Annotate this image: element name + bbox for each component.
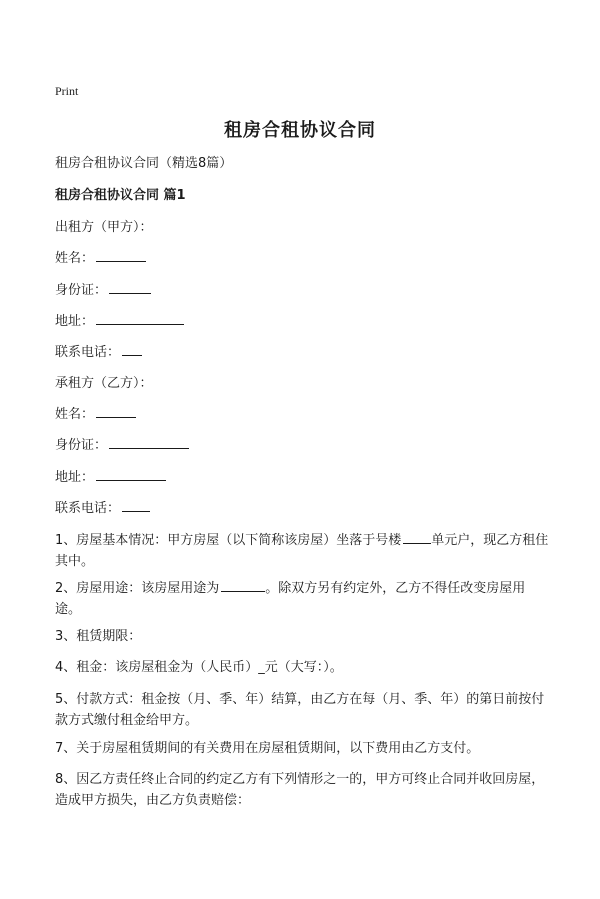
clause-1-text-b: 单元户，现乙方租住其中。: [55, 533, 549, 569]
lessee-address-label: 地址：: [55, 470, 95, 485]
lessor-heading: 出租方（甲方）：: [55, 220, 153, 235]
clause-1-blank: [403, 530, 431, 544]
lessor-name-blank: [96, 248, 146, 262]
lessee-name-field: [55, 404, 555, 425]
lessee-address-blank: [96, 467, 166, 481]
lessor-name-field: [55, 248, 555, 269]
clause-2: [55, 578, 550, 620]
lessee-address-field: [55, 467, 555, 488]
lessee-id-field: [55, 435, 555, 456]
clause-1: [55, 530, 550, 572]
clause-2-text-a: 2、房屋用途：该房屋用途为: [55, 581, 220, 596]
lessor-phone-blank: [122, 342, 142, 356]
lessor-address-label: 地址：: [55, 314, 95, 329]
lessor-name-label: 姓名：: [55, 251, 95, 266]
page-title: 租房合租协议合同: [224, 120, 376, 141]
clause-5: 5、付款方式：租金按（月、季、年）结算，由乙方在每（月、季、年）的第日前按付款方式缴付租金给甲方。: [55, 692, 545, 728]
clause-7: 7、关于房屋租赁期间的有关费用在房屋租赁期间，以下费用由乙方支付。: [55, 741, 480, 756]
lessor-phone-label: 联系电话：: [55, 345, 121, 360]
lessee-phone-blank: [122, 498, 150, 512]
subtitle: 租房合租协议合同（精选8篇）: [55, 156, 233, 171]
lessor-id-blank: [109, 280, 151, 294]
lessee-phone-label: 联系电话：: [55, 501, 121, 516]
clause-1-text-a: 1、房屋基本情况：甲方房屋（以下简称该房屋）坐落于号楼: [55, 533, 402, 548]
lessee-name-blank: [96, 404, 136, 418]
clause-3: 3、租赁期限：: [55, 629, 142, 644]
lessor-phone-field: [55, 342, 555, 363]
clause-4: 4、租金：该房屋租金为（人民币）_元（大写：）。: [55, 660, 343, 675]
clause-8: 8、因乙方责任终止合同的约定乙方有下列情形之一的，甲方可终止合同并收回房屋，造成甲方损失，由乙方负责赔偿：: [55, 772, 545, 808]
lessor-address-blank: [96, 311, 184, 325]
lessee-heading: 承租方（乙方）：: [55, 376, 153, 391]
lessor-id-label: 身份证：: [55, 283, 108, 298]
clause-2-blank: [221, 578, 265, 592]
lessor-id-field: [55, 280, 555, 301]
lessee-id-label: 身份证：: [55, 438, 108, 453]
lessee-phone-field: [55, 498, 555, 519]
clause-2-text-b: 。除双方另有约定外，乙方不得任改变房屋用途。: [55, 581, 526, 617]
section-heading: 租房合租协议合同 篇1: [55, 188, 186, 203]
print-label: Print: [55, 84, 79, 98]
lessee-name-label: 姓名：: [55, 407, 95, 422]
lessee-id-blank: [109, 435, 189, 449]
lessor-address-field: [55, 311, 555, 332]
